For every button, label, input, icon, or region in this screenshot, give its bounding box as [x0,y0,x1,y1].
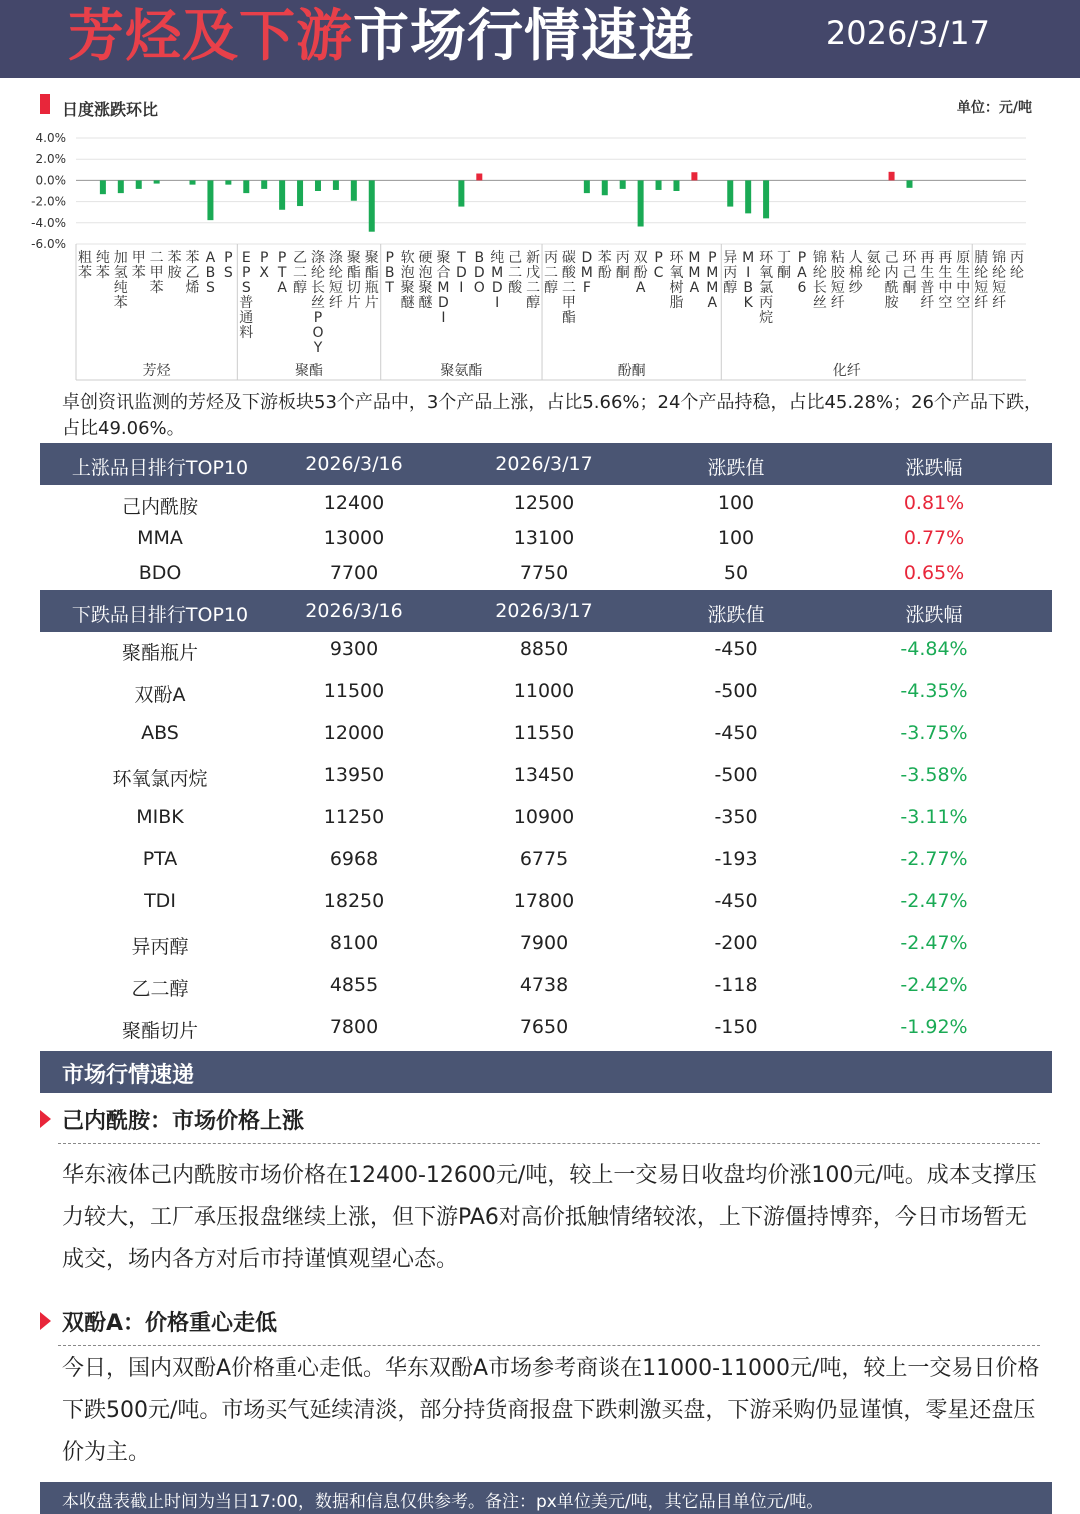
down-col-prev: 2026/3/16 [305,600,403,622]
down-col-pct: 涨跌幅 [905,604,963,626]
x-tick-label: 苯酚 [597,250,612,281]
x-tick-label: A B S [205,250,216,296]
product-name: 聚酯瓶片 [121,642,198,664]
x-tick-label: 聚合 M D I [436,250,451,326]
chart-unit: 单位：元/吨 [956,100,1032,116]
x-tick-label: 环氧氯丙烷 [759,250,774,326]
price-curr: 7750 [519,562,569,584]
bar-二甲苯 [154,180,160,183]
change-pct: -2.47% [900,890,968,912]
product-name: 双酚A [134,684,186,706]
bar-甲苯 [136,180,142,188]
x-tick-label: 新戊二醇 [526,250,541,311]
x-tick-label: 聚酯切片 [346,250,361,311]
group-label: 聚氨酯 [440,363,483,379]
x-tick-label: 己内酰胺 [884,250,899,311]
chart-label: 日度涨跌环比 [62,100,159,119]
bar-乙二醇 [297,180,303,206]
report-date: 2026/3/17 [825,14,990,52]
price-curr: 7650 [519,1016,569,1038]
price-prev: 12000 [323,722,385,744]
x-tick-label: P M M A [706,250,719,311]
group-label: 芳烃 [142,363,171,379]
table-row [40,842,1052,877]
product-name: 己内酰胺 [121,496,198,518]
product-name: 乙二醇 [131,978,189,1000]
bar-环氧氯丙烷 [763,180,769,218]
x-tick-label: 锦纶长丝 [812,250,827,311]
table-row [40,884,1052,919]
change-value: -500 [714,764,758,786]
change-value: -450 [714,638,758,660]
price-curr: 13100 [513,527,575,549]
price-prev: 7700 [329,562,379,584]
x-tick-label: 甲苯 [131,250,146,281]
bar-PX [261,180,267,188]
x-tick-label: P S [223,250,233,281]
x-tick-label: 丁酮 [777,250,792,281]
footer-note [40,1482,1052,1514]
bar-聚酯瓶片 [369,180,375,231]
x-tick-label: 涤纶短纤 [328,250,343,311]
x-tick-label: P X [259,250,270,281]
change-pct: -2.47% [900,932,968,954]
change-value: -500 [714,680,758,702]
x-tick-label: B D O [473,250,485,296]
price-prev: 13000 [323,527,385,549]
table-row [40,486,1052,521]
product-name: 异丙醇 [131,936,189,958]
x-tick-label: 腈纶短纤 [974,250,989,311]
change-value: 100 [717,492,755,514]
market-item-title-text: 己内酰胺：市场价格上涨 [62,1109,305,1134]
x-tick-label: T D I [455,250,467,296]
triangle-bullet-icon [40,1312,51,1330]
bar-己内酰胺 [889,172,895,181]
x-tick-label: 丙酮 [615,250,630,281]
y-tick-label: 0.0% [35,173,66,188]
bar-PC [656,180,662,190]
up-col-name: 上涨品目排行TOP10 [71,457,249,479]
change-pct: 0.81% [903,492,965,514]
bar-EPS普通料 [243,180,249,193]
bar-异丙醇 [727,180,733,206]
change-value: -450 [714,890,758,912]
dashed-divider [58,1345,1040,1346]
price-curr: 13450 [513,764,575,786]
daily-change-chart [26,84,1054,384]
change-pct: -4.35% [900,680,968,702]
daily-change-chart-panel [26,84,1054,384]
x-tick-label: 环己酮 [902,250,917,296]
price-prev: 4855 [329,974,379,996]
bar-环己酮 [906,180,912,187]
x-tick-label: D M F [580,250,593,296]
bar-涤纶长丝POY [315,180,321,191]
product-name: MMA [137,527,183,549]
change-value: -200 [714,932,758,954]
bar-双酚A [638,180,644,226]
x-tick-label: 粘胶短纤 [830,250,845,311]
x-tick-label: 氨纶 [866,250,881,281]
price-prev: 9300 [329,638,379,660]
change-pct: -2.77% [900,848,968,870]
bar-苯乙烯 [190,180,196,184]
y-tick-label: -2.0% [31,194,66,209]
table-row [40,716,1052,751]
change-pct: 0.77% [903,527,965,549]
up-col-change: 涨跌值 [707,457,765,479]
price-curr: 6775 [519,848,569,870]
table-row [40,926,1052,961]
price-prev: 11500 [323,680,385,702]
x-tick-label: P T A [277,250,287,296]
price-prev: 18250 [323,890,385,912]
x-tick-label: 人棉纱 [848,250,863,296]
x-tick-label: P C [653,250,664,281]
market-item-title-1 [40,1098,1040,1144]
price-curr: 17800 [513,890,575,912]
bar-加氢纯苯 [118,180,124,193]
market-item-text-1: 华东液体己内酰胺市场价格在12400-12600元/吨，较上一交易日收盘均价涨100元/吨。成本支撑压力较大，工厂承压报盘继续上涨，但下游PA6对高价抵触情绪较浓，上下游僵持博弈，今日市场暂无成交，场内各方对后市持谨慎观望心态。 [62,1163,1037,1272]
table-row [40,758,1052,793]
page-title [68,2,695,72]
bar-BDO [476,174,482,181]
table-row [40,674,1052,709]
x-tick-label: 异丙醇 [723,250,738,296]
triangle-bullet-icon [40,1110,51,1128]
market-section-header [40,1051,1052,1093]
price-curr: 4738 [519,974,569,996]
product-name: BDO [138,562,182,584]
price-curr: 8850 [519,638,569,660]
title-red-part: 芳烃及下游 [68,4,353,69]
x-tick-label: 再生中空 [938,250,953,311]
y-tick-label: -4.0% [31,215,66,230]
change-pct: -4.84% [900,638,968,660]
bar-涤纶短纤 [333,180,339,190]
bar-聚酯切片 [351,180,357,200]
price-prev: 7800 [329,1016,379,1038]
x-tick-label: 双酚 A [633,250,648,296]
x-tick-label: E P S 普通料 [239,250,254,341]
x-tick-label: P B T [384,250,395,296]
change-pct: -2.42% [900,974,968,996]
x-tick-label: 再生普纤 [920,250,935,311]
x-tick-label: 纯苯 [95,250,110,281]
product-name: PTA [142,848,178,870]
table-row [40,800,1052,835]
price-prev: 13950 [323,764,385,786]
x-tick-label: 乙二醇 [293,250,308,296]
price-prev: 8100 [329,932,379,954]
dashed-divider [58,1143,1040,1144]
change-value: 100 [717,527,755,549]
x-tick-label: 粗苯 [77,250,92,281]
down-col-name: 下跌品目排行TOP10 [71,604,249,626]
change-pct: 0.65% [903,562,965,584]
change-value: -150 [714,1016,758,1038]
up-table-header [40,443,1052,485]
price-prev: 6968 [329,848,379,870]
product-name: ABS [141,722,179,744]
summary-text: 卓创资讯监测的芳烃及下游板块53个产品中，3个产品上涨，占比5.66%；24个产品持稳，占比45.28%；26个产品下跌，占比49.06%。 [62,392,1042,439]
x-tick-label: M M A [688,250,701,296]
x-tick-label: M I B K [742,250,755,311]
x-tick-label: 环氧树脂 [669,250,684,311]
market-item-title-2 [40,1300,1040,1346]
bar-丙酮 [620,180,626,188]
change-value: -118 [714,974,758,996]
change-value: -350 [714,806,758,828]
change-pct: -1.92% [900,1016,968,1038]
bar-PTA [279,180,285,209]
x-tick-label: 硬泡聚醚 [418,250,433,311]
change-pct: -3.75% [900,722,968,744]
up-col-curr: 2026/3/17 [495,453,593,475]
x-tick-label: 纯 M D I [490,250,505,311]
product-name: 环氧氯丙烷 [112,768,208,790]
product-name: 聚酯切片 [121,1020,198,1042]
change-value: -193 [714,848,758,870]
group-label: 聚酯 [295,363,324,379]
price-curr: 7900 [519,932,569,954]
market-item-text-2: 今日，国内双酚A价格重心走低。华东双酚A市场参考商谈在11000-11000元/吨，较上一交易日价格下跌500元/吨。市场买气延续清淡，部分持货商报盘下跌刺激买盘，下游采购仍显谨慎，零星还盘压价为主。 [62,1356,1040,1465]
bar-MMA [691,172,697,180]
x-tick-label: 涤纶长丝 P O Y [310,250,325,356]
change-pct: -3.58% [900,764,968,786]
x-tick-label: 己二酸 [508,250,523,296]
y-tick-label: -6.0% [31,237,66,251]
title-white-part: 市场行情速递 [353,4,695,69]
x-tick-label: 聚酯瓶片 [364,250,379,311]
product-name: MIBK [136,806,184,828]
market-heading: 市场行情速递 [62,1063,195,1088]
bar-苯酚 [602,180,608,195]
bar-TDI [458,180,464,206]
x-tick-label: 苯胺 [167,250,182,281]
down-col-curr: 2026/3/17 [495,600,593,622]
x-tick-label: 丙纶 [1010,250,1025,281]
page-header [0,0,1080,78]
table-row [40,632,1052,667]
y-tick-label: 2.0% [35,152,66,167]
up-col-prev: 2026/3/16 [305,453,403,475]
price-prev: 11250 [323,806,385,828]
x-tick-label: 锦纶短纤 [992,250,1007,311]
table-row [40,1010,1052,1045]
group-label: 化纤 [832,363,861,379]
up-col-pct: 涨跌幅 [905,457,963,479]
bar-MIBK [745,180,751,213]
price-curr: 11550 [513,722,575,744]
down-col-change: 涨跌值 [707,604,765,626]
price-curr: 11000 [513,680,575,702]
x-tick-label: 软泡聚醚 [400,250,415,311]
price-curr: 10900 [513,806,575,828]
bar-DMF [584,180,590,193]
x-tick-label: 二甲苯 [149,250,164,296]
y-tick-label: 4.0% [35,131,66,145]
table-row [40,556,1052,591]
table-row [40,521,1052,556]
bar-ABS [207,180,213,220]
bar-纯苯 [100,180,106,194]
down-table-header [40,590,1052,632]
change-value: 50 [723,562,749,584]
price-prev: 12400 [323,492,385,514]
x-tick-label: 原生中空 [956,250,971,311]
group-label: 酚酮 [617,363,646,379]
x-tick-label: 加氢纯苯 [113,250,128,311]
price-curr: 12500 [513,492,575,514]
table-row [40,968,1052,1003]
market-item-title-text: 双酚A：价格重心走低 [62,1311,278,1336]
footer-text: 本收盘表截止时间为当日17:00，数据和信息仅供参考。备注：px单位美元/吨，其它品目单位元/吨。 [62,1492,824,1512]
change-value: -450 [714,722,758,744]
bar-PS [225,180,231,184]
change-pct: -3.11% [900,806,968,828]
product-name: TDI [144,890,176,912]
x-tick-label: P A 6 [797,250,807,296]
x-tick-label: 丙二醇 [544,250,558,296]
x-tick-label: 苯乙烯 [185,250,200,296]
bar-环氧树脂 [673,180,679,191]
x-tick-label: 碳酸二甲酯 [561,250,576,326]
